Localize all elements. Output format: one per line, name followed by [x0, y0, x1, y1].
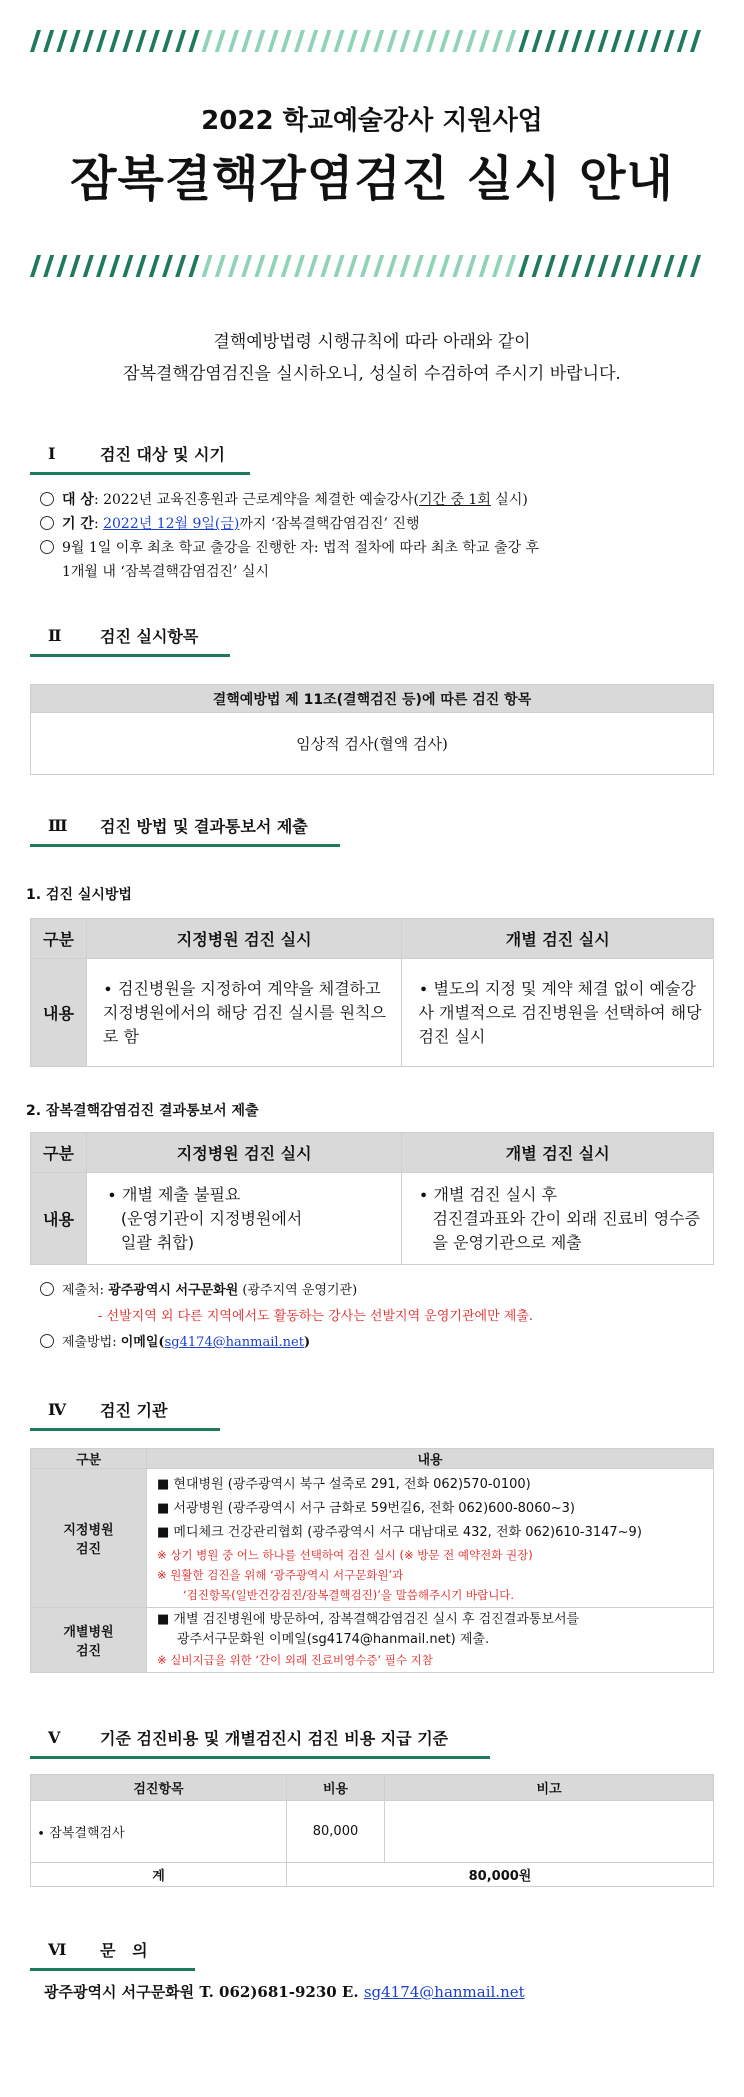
- page-title: 잠복결핵감염검진 실시 안내: [70, 151, 674, 207]
- submit-method-text: 이메일(: [120, 1335, 165, 1350]
- pattern-stripe: [149, 255, 160, 277]
- pattern-stripe: [294, 255, 305, 277]
- pattern-stripe: [241, 255, 252, 277]
- cost-note-cell: [385, 1801, 714, 1863]
- intro-line-1: 결핵예방법령 시행규칙에 따라 아래와 같이: [213, 332, 531, 352]
- pattern-stripe: [571, 30, 582, 52]
- pattern-stripe: [56, 30, 67, 52]
- pattern-stripe: [571, 255, 582, 277]
- pattern-stripe: [162, 30, 173, 52]
- report-designated-line-2: (운영기관이 지정병원에서: [120, 1208, 303, 1228]
- cost-col-item: 검진항목: [31, 1775, 287, 1801]
- pattern-stripe: [83, 30, 94, 52]
- pattern-stripe: [545, 255, 556, 277]
- pattern-stripe: [439, 255, 450, 277]
- individual-line-2: 광주서구문화원 이메일(sg4174@hanmail.net) 제출.: [177, 1632, 490, 1647]
- submission-info: [40, 1278, 720, 1356]
- section-5-title: 기준 검진비용 및 개별검진시 검진 비용 지급 기준: [100, 1728, 449, 1748]
- pattern-stripe: [466, 255, 477, 277]
- pattern-stripe: [439, 30, 450, 52]
- pattern-stripe: [413, 255, 424, 277]
- institution-designated-label-b: 검진: [75, 1542, 102, 1557]
- pattern-stripe: [479, 30, 490, 52]
- submit-to-tail: (광주지역 운영기관): [238, 1283, 358, 1298]
- pattern-stripe: [532, 30, 543, 52]
- section-6-heading: [30, 1932, 230, 1966]
- cost-col-note: 비고: [385, 1775, 714, 1801]
- section-3-title: 검진 방법 및 결과통보서 제출: [100, 816, 308, 836]
- target-tail: 실시): [490, 492, 528, 508]
- section-6-number: Ⅵ: [48, 1939, 67, 1959]
- pattern-stripe: [254, 30, 265, 52]
- section-1-number: Ⅰ: [48, 443, 56, 463]
- cost-total-label: 계: [31, 1863, 287, 1887]
- institution-table: [30, 1448, 714, 1673]
- pattern-stripe: [268, 255, 279, 277]
- pattern-stripe: [373, 255, 384, 277]
- designated-note-2: ※ 원활한 검진을 위해 ‘광주광역시 서구문화원’과: [157, 1568, 404, 1582]
- target-label: 대 상: [62, 492, 94, 508]
- section-5-number: Ⅴ: [48, 1727, 61, 1747]
- submit-email-link[interactable]: sg4174@hanmail.net: [164, 1335, 304, 1350]
- pattern-stripe: [347, 30, 358, 52]
- zigzag-pattern-icon: [30, 255, 714, 277]
- contact-line: [44, 1980, 525, 2004]
- target-underline-text: 기간 중 1회: [418, 492, 491, 508]
- method-designated-content: ∙ 검진병원을 지정하여 계약을 체결하고 지정병원에서의 해당 검진 실시를 원칙으로 함: [86, 959, 402, 1067]
- pattern-stripe: [215, 30, 226, 52]
- section-2-title: 검진 실시항목: [100, 626, 199, 646]
- zigzag-pattern-icon: [30, 30, 714, 52]
- pattern-stripe: [56, 255, 67, 277]
- pattern-stripe: [558, 255, 569, 277]
- pattern-stripe: [624, 30, 635, 52]
- report-designated-line-1: ∙ 개별 제출 불필요: [106, 1184, 241, 1204]
- pattern-stripe: [109, 30, 120, 52]
- institution-col-category: 구분: [31, 1449, 147, 1469]
- cost-item-cell: ∙ 잠복결핵검사: [31, 1801, 287, 1863]
- pattern-stripe: [30, 30, 41, 52]
- pattern-stripe: [347, 255, 358, 277]
- submit-note: - 선발지역 외 다른 지역에서도 활동하는 강사는 선발지역 운영기관에만 제출.: [98, 1309, 534, 1324]
- section-4-number: Ⅳ: [48, 1399, 67, 1419]
- report-individual-content: [402, 1173, 714, 1265]
- pattern-stripe: [83, 255, 94, 277]
- subsection-1-title: 1. 검진 실시방법: [26, 887, 132, 903]
- report-col-designated: 지정병원 검진 실시: [86, 1133, 402, 1173]
- pattern-stripe: [452, 30, 463, 52]
- submit-method-label: 제출방법:: [62, 1335, 121, 1350]
- pattern-stripe: [228, 30, 239, 52]
- pattern-stripe: [30, 255, 41, 277]
- hospital-3: ■ 메디체크 건강관리협회 (광주광역시 서구 대남대로 432, 전화 062)610-3147~9): [157, 1525, 642, 1540]
- section-3-number: Ⅲ: [48, 815, 68, 835]
- exam-items-header: 결핵예방법 제 11조(결핵검진 등)에 따른 검진 항목: [31, 685, 714, 713]
- report-individual-line-2: 검진결과표와 간이 외래 진료비 영수증을 운영기관으로 제출: [432, 1208, 701, 1252]
- pattern-stripe: [215, 255, 226, 277]
- subsection-2-title: 2. 잠복결핵감염검진 결과통보서 제출: [26, 1103, 259, 1119]
- pattern-stripe: [241, 30, 252, 52]
- pattern-stripe: [70, 30, 81, 52]
- period-date: 2022년 12월 9일(금): [103, 516, 240, 532]
- pattern-stripe: [400, 30, 411, 52]
- report-col-individual: 개별 검진 실시: [402, 1133, 714, 1173]
- institution-individual-label: [31, 1608, 147, 1673]
- pattern-stripe: [518, 30, 529, 52]
- pattern-stripe: [677, 255, 688, 277]
- period-label: 기 간: [62, 516, 94, 532]
- divider-decorative-pattern: [30, 255, 714, 277]
- late-start-line: [40, 536, 720, 560]
- pattern-stripe: [664, 255, 675, 277]
- individual-note: ※ 실비지급을 위한 ‘간이 외래 진료비영수증’ 필수 지참: [157, 1653, 433, 1667]
- institution-individual-label-b: 검진: [75, 1644, 102, 1659]
- pattern-stripe: [624, 255, 635, 277]
- pattern-stripe: [677, 30, 688, 52]
- institution-individual-content: [147, 1608, 714, 1673]
- pattern-stripe: [43, 255, 54, 277]
- cost-total-value: 80,000원: [287, 1863, 714, 1887]
- report-row-label: 내용: [31, 1173, 87, 1265]
- section-1-title: 검진 대상 및 시기: [100, 444, 225, 464]
- pattern-stripe: [228, 255, 239, 277]
- circle-bullet-icon: [40, 516, 54, 530]
- section-5-underline: [30, 1756, 490, 1759]
- pattern-stripe: [334, 30, 345, 52]
- section-6-underline: [30, 1968, 195, 1971]
- submit-method-line: [40, 1330, 720, 1356]
- pattern-stripe: [386, 255, 397, 277]
- method-row-label: 내용: [31, 959, 87, 1067]
- pattern-stripe: [70, 255, 81, 277]
- pattern-stripe: [360, 30, 371, 52]
- pattern-stripe: [492, 255, 503, 277]
- pattern-stripe: [294, 30, 305, 52]
- section-4-heading: [30, 1392, 250, 1426]
- target-line: [40, 488, 720, 512]
- intro-line-2: 잠복결핵감염검진을 실시하오니, 성실히 수검하여 주시기 바랍니다.: [123, 364, 621, 384]
- section-5-heading: [30, 1720, 510, 1754]
- pattern-stripe: [281, 30, 292, 52]
- period-line: [40, 512, 720, 536]
- designated-note-3: ‘검진항목(일반건강검진/잠복결핵검진)’을 말씀해주시기 바랍니다.: [183, 1588, 515, 1602]
- pattern-stripe: [598, 30, 609, 52]
- circle-bullet-icon: [40, 492, 54, 506]
- cost-table: [30, 1774, 714, 1887]
- report-individual-line-1: ∙ 개별 검진 실시 후: [418, 1184, 558, 1204]
- contact-text: 광주광역시 서구문화원 T. 062)681-9230 E.: [44, 1983, 364, 2001]
- pattern-stripe: [400, 255, 411, 277]
- pattern-stripe: [466, 30, 477, 52]
- section-2-underline: [30, 654, 230, 657]
- pattern-stripe: [320, 255, 331, 277]
- pattern-stripe: [611, 255, 622, 277]
- hospital-1: ■ 현대병원 (광주광역시 북구 설죽로 291, 전화 062)570-0100): [157, 1477, 531, 1492]
- pattern-stripe: [505, 30, 516, 52]
- pattern-stripe: [307, 255, 318, 277]
- section-2-number: Ⅱ: [48, 625, 62, 645]
- pattern-stripe: [386, 30, 397, 52]
- report-designated-line-3: 일괄 취합): [120, 1232, 195, 1252]
- period-colon: :: [93, 516, 104, 532]
- pattern-stripe: [43, 30, 54, 52]
- section-1-heading: [30, 436, 280, 470]
- report-designated-content: [86, 1173, 402, 1265]
- pattern-stripe: [505, 255, 516, 277]
- pattern-stripe: [584, 255, 595, 277]
- pattern-stripe: [360, 255, 371, 277]
- circle-bullet-icon: [40, 1282, 54, 1296]
- method-col-designated: 지정병원 검진 실시: [86, 919, 402, 959]
- pattern-stripe: [122, 255, 133, 277]
- pattern-stripe: [690, 255, 701, 277]
- section-3-heading: [30, 808, 370, 842]
- pattern-stripe: [149, 30, 160, 52]
- section-4-underline: [30, 1428, 220, 1431]
- pattern-stripe: [373, 30, 384, 52]
- section-1-body: [40, 488, 720, 584]
- pattern-stripe: [307, 30, 318, 52]
- pattern-stripe: [254, 255, 265, 277]
- pattern-stripe: [611, 30, 622, 52]
- section-6-title: 문 의: [100, 1940, 148, 1960]
- method-col-category: 구분: [31, 919, 87, 959]
- pattern-stripe: [598, 255, 609, 277]
- submit-to-label: 제출처:: [62, 1283, 109, 1298]
- institution-designated-label: [31, 1469, 147, 1608]
- pattern-stripe: [492, 30, 503, 52]
- cost-col-cost: 비용: [287, 1775, 385, 1801]
- hospital-2: ■ 서광병원 (광주광역시 서구 금화로 59번길6, 전화 062)600-8060~3): [157, 1501, 575, 1516]
- section-2-heading: [30, 618, 280, 652]
- pattern-stripe: [334, 255, 345, 277]
- pattern-stripe: [202, 30, 213, 52]
- submit-to-name: 광주광역시 서구문화원: [108, 1283, 239, 1298]
- pattern-stripe: [518, 255, 529, 277]
- institution-designated-content: [147, 1469, 714, 1608]
- pattern-stripe: [545, 30, 556, 52]
- circle-bullet-icon: [40, 540, 54, 554]
- pattern-stripe: [96, 30, 107, 52]
- contact-email-link[interactable]: sg4174@hanmail.net: [363, 1983, 525, 2001]
- submit-to-line: [40, 1278, 720, 1304]
- pattern-stripe: [637, 255, 648, 277]
- pattern-stripe: [479, 255, 490, 277]
- institution-designated-label-a: 지정병원: [63, 1523, 114, 1538]
- target-text: : 2022년 교육진흥원과 근로계약을 체결한 예술강사(: [93, 492, 419, 508]
- pattern-stripe: [426, 255, 437, 277]
- pattern-stripe: [426, 30, 437, 52]
- pattern-stripe: [664, 30, 675, 52]
- pattern-stripe: [650, 255, 661, 277]
- method-col-individual: 개별 검진 실시: [402, 919, 714, 959]
- pattern-stripe: [584, 30, 595, 52]
- top-decorative-pattern: [30, 30, 714, 52]
- page-subtitle: 2022 학교예술강사 지원사업: [201, 106, 543, 136]
- method-table: [30, 918, 714, 1067]
- exam-items-value: 임상적 검사(혈액 검사): [31, 713, 714, 775]
- institution-individual-label-a: 개별병원: [63, 1625, 114, 1640]
- late-start-text-1: 9월 1일 이후 최초 학교 출강을 진행한 자: 법적 절차에 따라 최초 학교 출강 후: [62, 540, 540, 556]
- pattern-stripe: [175, 255, 186, 277]
- section-1-underline: [30, 472, 250, 475]
- pattern-stripe: [558, 30, 569, 52]
- pattern-stripe: [188, 255, 199, 277]
- report-col-category: 구분: [31, 1133, 87, 1173]
- report-table: [30, 1132, 714, 1265]
- method-individual-content: ∙ 별도의 지정 및 계약 체결 없이 예술강사 개별적으로 검진병원을 선택하여 해당 검진 실시: [402, 959, 714, 1067]
- section-4-title: 검진 기관: [100, 1400, 168, 1420]
- submit-method-close: ): [303, 1335, 311, 1350]
- pattern-stripe: [175, 30, 186, 52]
- pattern-stripe: [452, 255, 463, 277]
- exam-items-table: [30, 684, 714, 775]
- pattern-stripe: [136, 30, 147, 52]
- pattern-stripe: [320, 30, 331, 52]
- section-3-underline: [30, 844, 340, 847]
- pattern-stripe: [281, 255, 292, 277]
- pattern-stripe: [188, 30, 199, 52]
- intro-text: [0, 326, 744, 390]
- pattern-stripe: [96, 255, 107, 277]
- pattern-stripe: [637, 30, 648, 52]
- individual-line-1: ■ 개별 검진병원에 방문하여, 잠복결핵감염검진 실시 후 검진결과통보서를: [157, 1612, 580, 1627]
- late-start-text-2: 1개월 내 ‘잠복결핵감염검진’ 실시: [62, 564, 269, 580]
- pattern-stripe: [109, 255, 120, 277]
- pattern-stripe: [122, 30, 133, 52]
- pattern-stripe: [162, 255, 173, 277]
- cost-value-cell: 80,000: [287, 1801, 385, 1863]
- circle-bullet-icon: [40, 1334, 54, 1348]
- pattern-stripe: [268, 30, 279, 52]
- pattern-stripe: [532, 255, 543, 277]
- institution-col-content: 내용: [147, 1449, 714, 1469]
- pattern-stripe: [136, 255, 147, 277]
- designated-note-1: ※ 상기 병원 중 어느 하나를 선택하여 검진 실시 (※ 방문 전 예약전화 권장): [157, 1548, 533, 1562]
- pattern-stripe: [413, 30, 424, 52]
- pattern-stripe: [650, 30, 661, 52]
- pattern-stripe: [690, 30, 701, 52]
- period-tail: 까지 ‘잠복결핵감염검진’ 진행: [239, 516, 420, 532]
- pattern-stripe: [202, 255, 213, 277]
